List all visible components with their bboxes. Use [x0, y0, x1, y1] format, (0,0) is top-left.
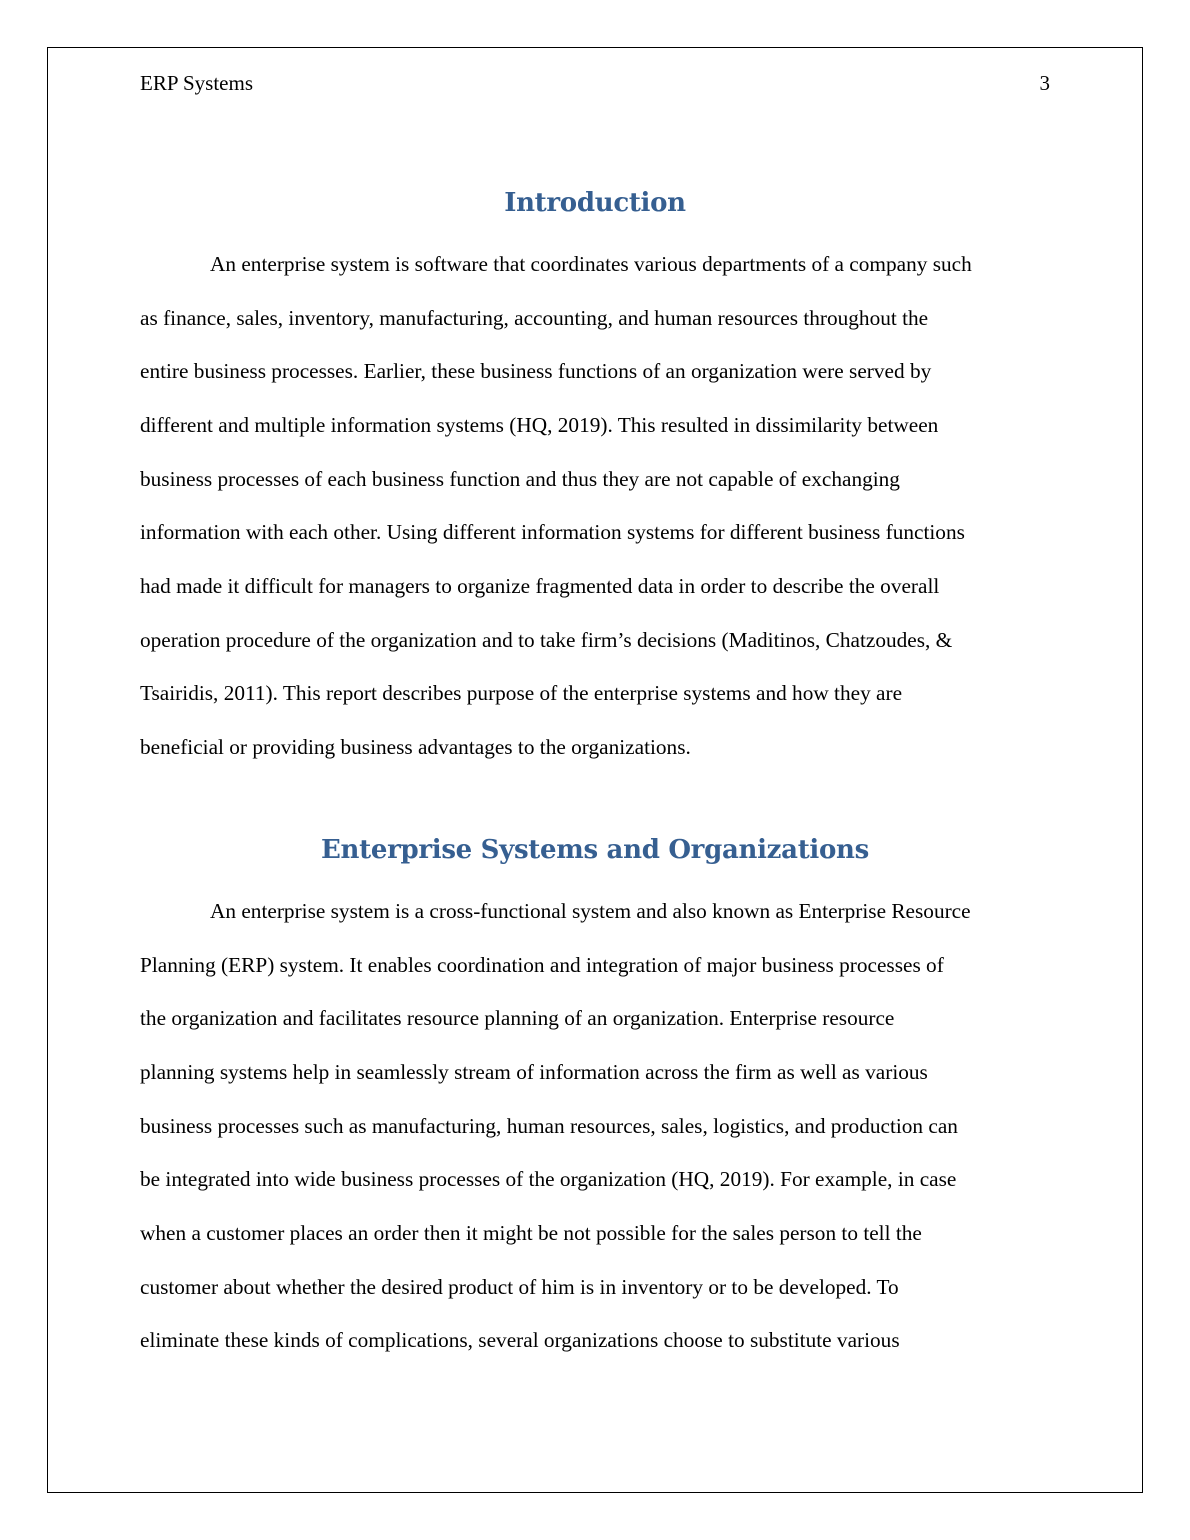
- text-line: beneficial or providing business advantages to the organizations.: [140, 734, 691, 759]
- section-heading-enterprise-systems: Enterprise Systems and Organizations: [321, 835, 869, 865]
- section-heading-introduction: Introduction: [504, 188, 686, 218]
- text-line: information with each other. Using different information systems for different business functions: [140, 520, 965, 545]
- text-line: different and multiple information systems (HQ, 2019). This resulted in dissimilarity between: [140, 412, 939, 437]
- text-line: eliminate these kinds of complications, several organizations choose to substitute various: [140, 1328, 900, 1353]
- text-line: An enterprise system is software that coordinates various departments of a company such: [210, 252, 972, 276]
- text-line: be integrated into wide business processes of the organization (HQ, 2019). For example, in case: [140, 1167, 957, 1192]
- text-line: operation procedure of the organization and to take firm’s decisions (Maditinos, Chatzoudes, &: [140, 627, 953, 652]
- text-line: the organization and facilitates resource planning of an organization. Enterprise resource: [140, 1006, 895, 1031]
- running-head: ERP Systems: [140, 71, 253, 95]
- paragraph-enterprise-systems: [140, 885, 1060, 1368]
- text-line: when a customer places an order then it might be not possible for the sales person to tell the: [140, 1220, 922, 1245]
- text-line: Planning (ERP) system. It enables coordination and integration of major business processes of: [140, 952, 944, 977]
- text-line: as finance, sales, inventory, manufacturing, accounting, and human resources throughout the: [140, 305, 929, 330]
- text-line: business processes such as manufacturing, human resources, sales, logistics, and production can: [140, 1113, 958, 1138]
- paragraph-introduction: [140, 238, 1060, 775]
- page-number: 3: [1039, 71, 1050, 95]
- text-line: planning systems help in seamlessly stream of information across the firm as well as various: [140, 1059, 928, 1084]
- text-line: entire business processes. Earlier, these business functions of an organization were served by: [140, 359, 932, 384]
- text-line: business processes of each business function and thus they are not capable of exchanging: [140, 466, 900, 491]
- text-line: An enterprise system is a cross-functional system and also known as Enterprise Resource: [210, 899, 971, 923]
- text-line: had made it difficult for managers to organize fragmented data in order to describe the overall: [140, 573, 940, 598]
- text-line: customer about whether the desired product of him is in inventory or to be developed. To: [140, 1274, 899, 1299]
- text-line: Tsairidis, 2011). This report describes purpose of the enterprise systems and how they are: [140, 681, 903, 706]
